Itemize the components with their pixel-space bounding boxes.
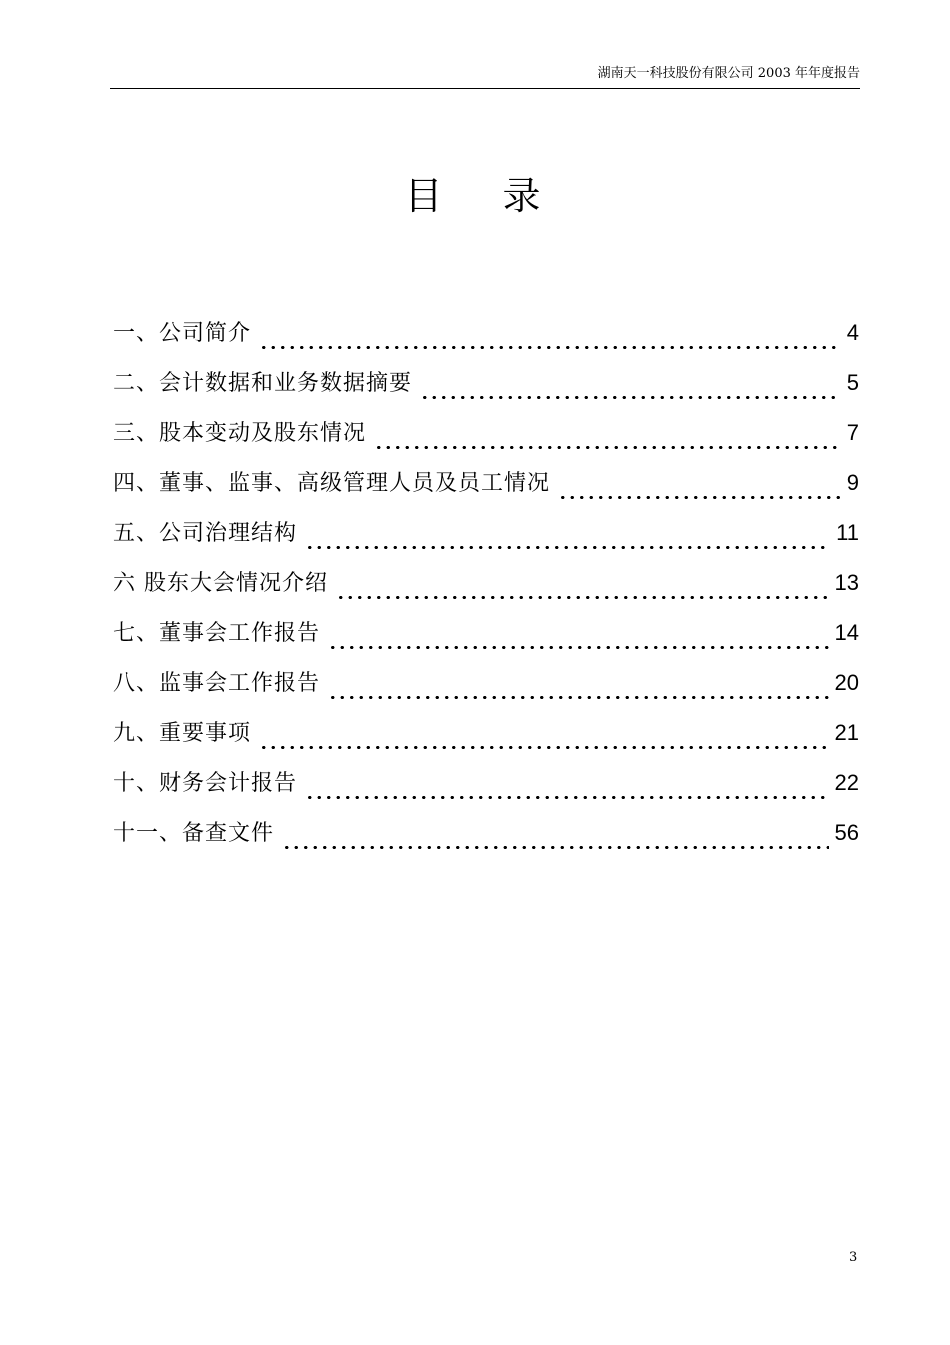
toc-entry[interactable] bbox=[113, 613, 859, 663]
toc-entry-page: 5 bbox=[846, 370, 859, 395]
toc-entry-page: 21 bbox=[834, 720, 859, 745]
toc-entry[interactable] bbox=[113, 363, 859, 413]
dot-leader bbox=[328, 696, 829, 699]
page-number: 3 bbox=[849, 1250, 858, 1265]
toc-entry[interactable] bbox=[113, 463, 859, 513]
toc-entry[interactable] bbox=[113, 313, 859, 363]
header-title: 湖南天一科技股份有限公司 2003 年年度报告 bbox=[597, 66, 860, 81]
toc-entry[interactable] bbox=[113, 563, 859, 613]
dot-leader bbox=[305, 796, 829, 799]
dot-leader bbox=[259, 346, 841, 349]
toc-entry-page: 56 bbox=[834, 820, 859, 845]
toc-entry[interactable] bbox=[113, 513, 859, 563]
toc-entry-label: 一、公司简介 bbox=[113, 321, 252, 346]
dot-leader bbox=[328, 646, 829, 649]
toc-entry[interactable] bbox=[113, 713, 859, 763]
toc-entry-label: 十一、备查文件 bbox=[113, 821, 275, 846]
dot-leader bbox=[558, 496, 841, 499]
toc-entry-page: 13 bbox=[834, 570, 859, 595]
toc-entry-label: 七、董事会工作报告 bbox=[113, 621, 321, 646]
toc-entry-label: 十、财务会计报告 bbox=[113, 771, 298, 796]
table-of-contents bbox=[113, 313, 859, 863]
toc-entry-page: 20 bbox=[834, 670, 859, 695]
toc-entry-page: 9 bbox=[846, 470, 859, 495]
toc-entry-page: 4 bbox=[846, 320, 859, 345]
toc-entry-label: 五、公司治理结构 bbox=[113, 521, 298, 546]
toc-entry-label: 三、股本变动及股东情况 bbox=[113, 421, 367, 446]
dot-leader bbox=[420, 396, 841, 399]
toc-entry-label: 四、董事、监事、高级管理人员及员工情况 bbox=[113, 471, 551, 496]
dot-leader bbox=[259, 746, 829, 749]
dot-leader bbox=[336, 596, 829, 599]
toc-entry-page: 22 bbox=[834, 770, 859, 795]
toc-entry-label: 六 股东大会情况介绍 bbox=[113, 571, 328, 596]
toc-entry[interactable] bbox=[113, 413, 859, 463]
toc-entry-label: 九、重要事项 bbox=[113, 721, 252, 746]
dot-leader bbox=[305, 546, 830, 549]
dot-leader bbox=[282, 846, 829, 849]
toc-entry-page: 7 bbox=[846, 420, 859, 445]
toc-entry-page: 14 bbox=[834, 620, 859, 645]
toc-entry[interactable] bbox=[113, 813, 859, 863]
toc-entry-page: 11 bbox=[836, 520, 859, 545]
toc-title: 目录 bbox=[404, 174, 601, 218]
dot-leader bbox=[374, 446, 841, 449]
toc-entry-label: 二、会计数据和业务数据摘要 bbox=[113, 371, 413, 396]
page-header bbox=[110, 64, 860, 89]
toc-entry-label: 八、监事会工作报告 bbox=[113, 671, 321, 696]
toc-entry[interactable] bbox=[113, 663, 859, 713]
toc-entry[interactable] bbox=[113, 763, 859, 813]
